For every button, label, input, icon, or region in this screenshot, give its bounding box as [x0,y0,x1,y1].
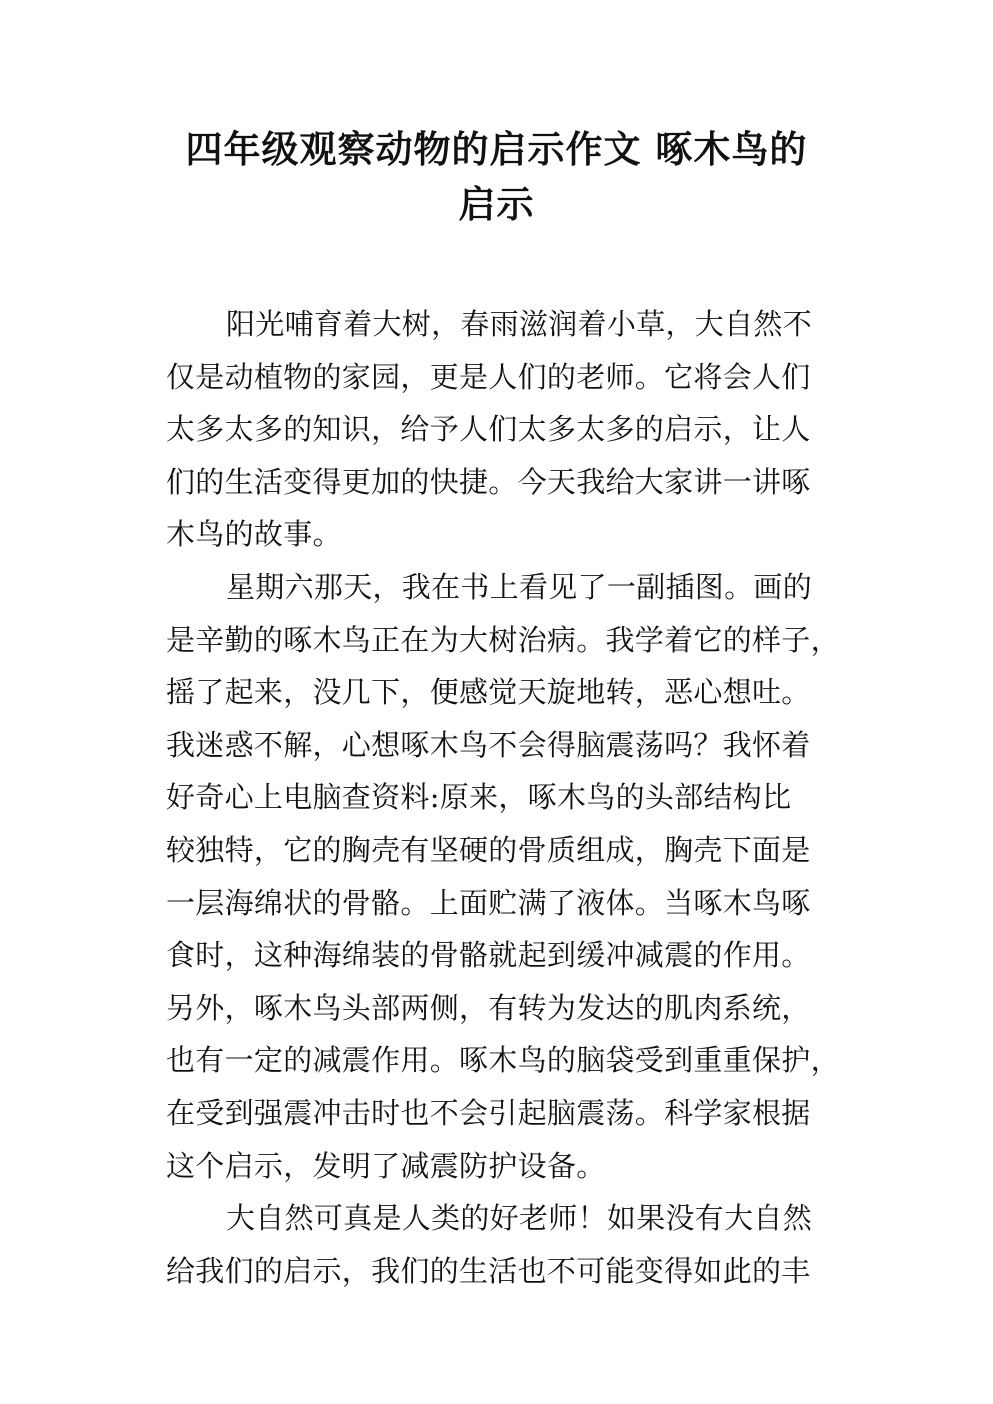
text-line: 摇了起来，没几下，便感觉天旋地转，恶心想吐。 [166,675,811,710]
text-line: 较独特，它的胸壳有坚硬的骨质组成，胸壳下面是 [166,832,811,867]
text-line: 阳光哺育着大树，春雨滋润着小草，大自然不 [226,307,813,341]
paragraph-1 [166,298,836,561]
text-line: 这个启示，发明了减震防护设备。 [166,1148,606,1183]
document-title [150,122,843,232]
title-line: 启示 [458,183,535,226]
text-line: 是辛勤的啄木鸟正在为大树治病。我学着它的样子， [166,622,840,657]
paragraph-3 [166,1192,836,1297]
text-line: 给我们的启示，我们的生活也不可能变得如此的丰 [166,1253,811,1288]
text-line: 我迷惑不解，心想啄木鸟不会得脑震荡吗？我怀着 [166,727,811,762]
text-line: 也有一定的减震作用。啄木鸟的脑袋受到重重保护， [166,1043,840,1078]
text-line: 好奇心上电脑查资料:原来，啄木鸟的头部结构比 [166,780,792,815]
document-body [166,298,840,1297]
paragraph-2 [166,561,840,1192]
text-line: 们的生活变得更加的快捷。今天我给大家讲一讲啄 [166,464,811,499]
text-line: 食时，这种海绵装的骨骼就起到缓冲减震的作用。 [166,938,811,973]
text-line: 在受到强震冲击时也不会引起脑震荡。科学家根据 [166,1095,811,1130]
text-line: 木鸟的故事。 [166,517,342,552]
text-line: 仅是动植物的家园，更是人们的老师。它将会人们 [166,359,811,394]
text-line: 一层海绵状的骨骼。上面贮满了液体。当啄木鸟啄 [166,885,811,920]
text-line: 另外，啄木鸟头部两侧，有转为发达的肌肉系统， [166,990,811,1025]
title-line: 四年级观察动物的启示作文 啄木鸟的 [185,128,808,171]
text-line: 星期六那天，我在书上看见了一副插图。画的 [226,569,813,604]
text-line: 太多太多的知识，给予人们太多太多的启示，让人 [166,412,811,447]
text-line: 大自然可真是人类的好老师！如果没有大自然 [226,1201,813,1236]
